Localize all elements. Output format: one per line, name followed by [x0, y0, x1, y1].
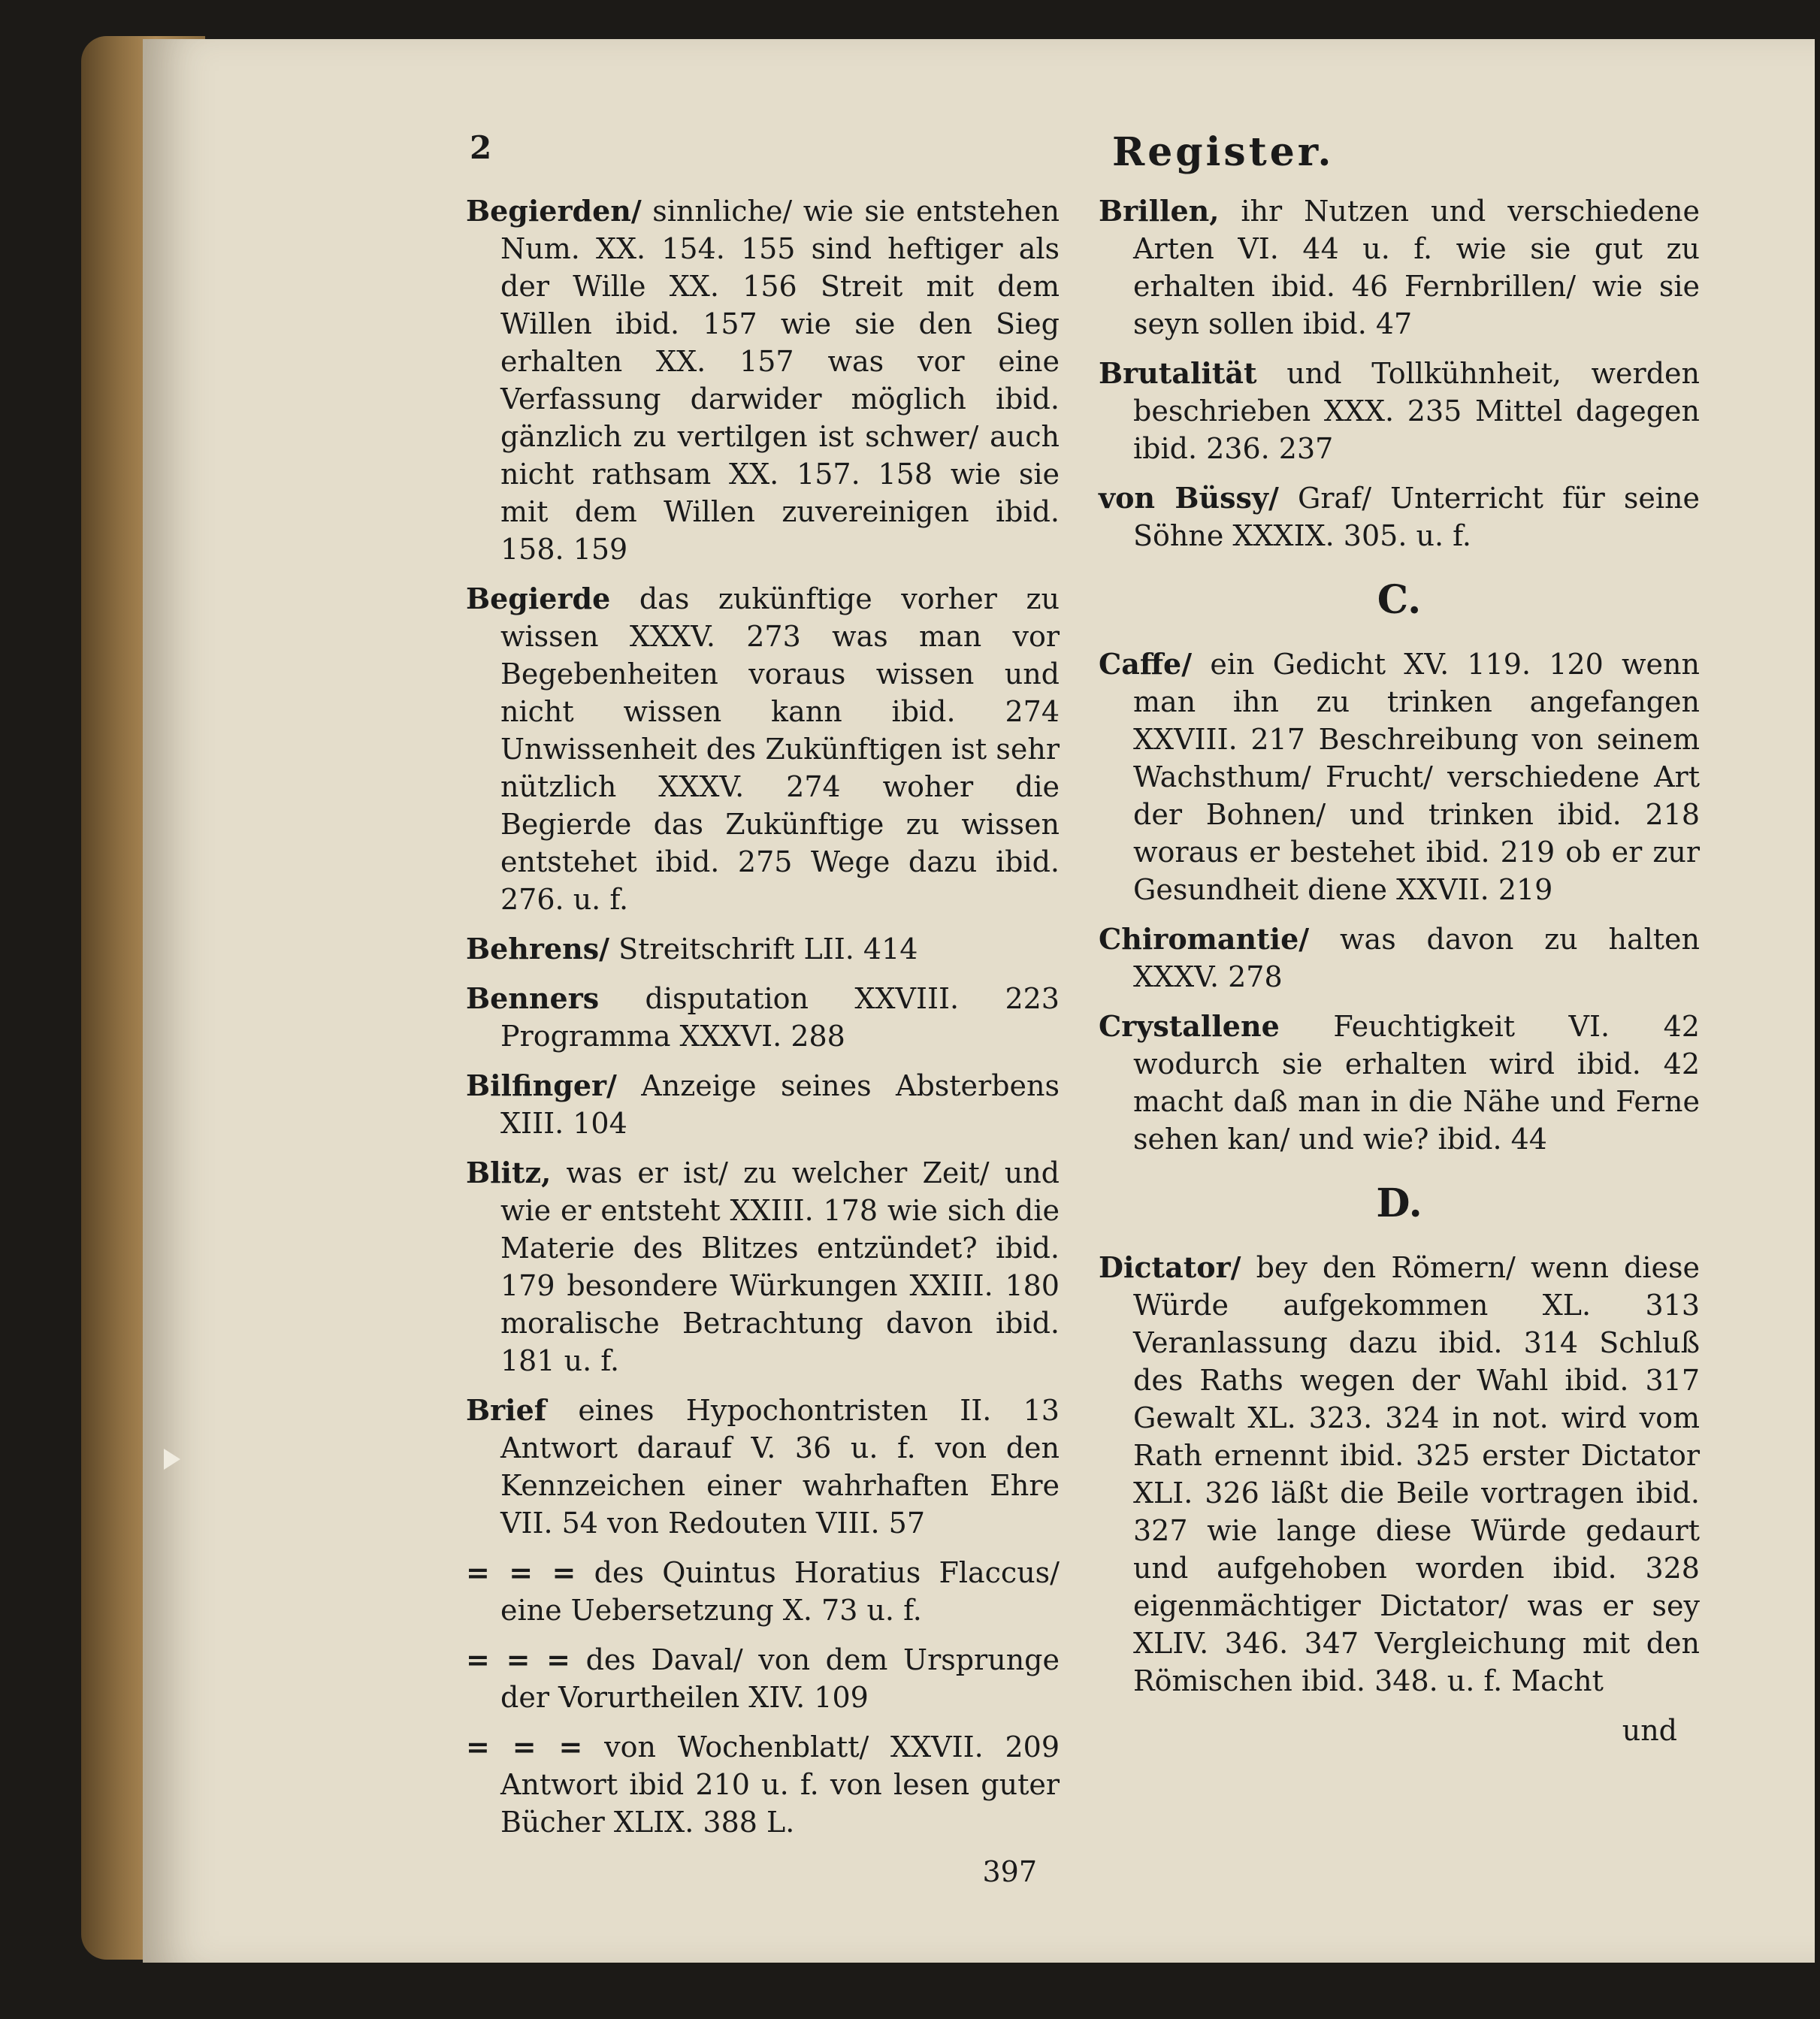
entry-head: Begierden/ [466, 194, 642, 228]
entry-text: disputation XXVIII. 223 Programma XXXVI. 288 [500, 982, 1060, 1053]
entry-head: Chiromantie/ [1099, 922, 1310, 956]
entry-head: Begierde [466, 582, 611, 615]
index-entry [1099, 1008, 1700, 1158]
index-entry [1099, 479, 1700, 555]
catchword: 397 [982, 1855, 1037, 1888]
index-entry [1099, 920, 1700, 996]
entry-text: des Daval/ von dem Ursprunge der Vorurtheilen XIV. 109 [500, 1643, 1060, 1714]
section-heading-c: C. [1377, 577, 1422, 623]
entry-head: von Büssy/ [1099, 481, 1279, 515]
entry-text: des Quintus Horatius Flaccus/ eine Uebersetzung X. 73 u. f. [500, 1556, 1060, 1627]
catchword: und [1622, 1714, 1677, 1747]
entry-head: Crystallene [1099, 1009, 1280, 1043]
index-entry [466, 930, 1060, 968]
margin-arrow-icon [164, 1449, 180, 1470]
section-heading-d: D. [1376, 1180, 1422, 1226]
page-number: 2 [470, 129, 492, 166]
entry-text: von Wochenblatt/ XXVII. 209 Antwort ibid 210 u. f. von lesen guter Bücher XLIX. 388 L. [500, 1730, 1060, 1839]
entry-head: Dictator/ [1099, 1250, 1241, 1284]
entry-text: und Tollkühnheit, werden beschrieben XXX. 235 Mittel dagegen ibid. 236. 237 [1133, 357, 1700, 465]
index-entry [466, 192, 1060, 568]
index-entry [1099, 355, 1700, 467]
index-entry [466, 980, 1060, 1055]
running-title: Register. [1112, 129, 1335, 175]
entry-text: Graf/ Unterricht für seine Söhne XXXIX. 305. u. f. [1133, 482, 1700, 552]
entry-head: Brutalität [1099, 356, 1257, 390]
index-entry [466, 1554, 1060, 1629]
index-entry [1099, 192, 1700, 343]
index-entry [466, 1728, 1060, 1841]
entry-text: eines Hypochontristen II. 13 Antwort darauf V. 36 u. f. von den Kennzeichen einer wahrhaften Ehre VII. 54 von Redouten VIII. 57 [500, 1394, 1060, 1540]
index-entry [466, 1067, 1060, 1142]
left-column [466, 192, 1060, 1891]
entry-head: Benners [466, 981, 600, 1015]
entry-text: Feuchtigkeit VI. 42 wodurch sie erhalten wird ibid. 42 macht daß man in die Nähe und Ferne sehen kan/ und wie? ibid. 44 [1133, 1010, 1700, 1156]
entry-text: ihr Nutzen und verschiedene Arten VI. 44 u. f. wie sie gut zu erhalten ibid. 46 Fernbrillen/ wie sie seyn sollen ibid. 47 [1133, 195, 1700, 340]
index-entry [466, 1154, 1060, 1380]
entry-text: das zukünftige vorher zu wissen XXXV. 273 was man vor Begebenheiten voraus wissen und nicht wissen kann ibid. 274 Unwissenheit des Zukünftigen ist sehr nützlich XXXV. 274 woher die Begierde das Zukünftige zu wissen entstehet ibid. 275 Wege dazu ibid. 276. u. f. [500, 582, 1060, 916]
entry-head: = = = [466, 1730, 583, 1764]
entry-text: bey den Römern/ wenn diese Würde aufgekommen XL. 313 Veranlassung dazu ibid. 314 Schluß des Raths wegen der Wahl ibid. 317 Gewalt XL. 323. 324 in not. wird vom Rath ernennt ibid. 325 erster Dictator XLI. 326 läßt die Beile vortragen ibid. 327 wie lange diese Würde gedaurt und aufgehoben worden ibid. 328 eigenmächtiger Dictator/ was er sey XLIV. 346. 347 Vergleichung mit den Römischen ibid. 348. u. f. Macht [1133, 1251, 1700, 1697]
entry-head: Brief [466, 1393, 547, 1427]
entry-head: Behrens/ [466, 932, 610, 966]
right-column [1099, 192, 1700, 1749]
entry-head: = = = [466, 1643, 570, 1676]
index-entry [466, 1392, 1060, 1542]
entry-head: Caffe/ [1099, 647, 1193, 681]
entry-text: Anzeige seines Absterbens XIII. 104 [500, 1069, 1060, 1140]
entry-text: sinnliche/ wie sie entstehen Num. XX. 154. 155 sind heftiger als der Wille XX. 156 Streit mit dem Willen ibid. 157 wie sie den Sieg erhalten XX. 157 was vor eine Verfassung darwider möglich ibid. gänzlich zu vertilgen ist schwer/ auch nicht rathsam XX. 157. 158 wie sie mit dem Willen zuvereinigen ibid. 158. 159 [500, 195, 1060, 566]
entry-head: = = = [466, 1555, 576, 1589]
index-entry [466, 580, 1060, 918]
entry-text: ein Gedicht XV. 119. 120 wenn man ihn zu trinken angefangen XXVIII. 217 Beschreibung von seinem Wachsthum/ Frucht/ verschiedene Art der Bohnen/ und trinken ibid. 218 woraus er bestehet ibid. 219 ob er zur Gesundheit diene XXVII. 219 [1133, 648, 1700, 906]
entry-text: was er ist/ zu welcher Zeit/ und wie er entsteht XXIII. 178 wie sich die Materie des Blitzes entzündet? ibid. 179 besondere Würkungen XXIII. 180 moralische Betrachtung davon ibid. 181 u. f. [500, 1156, 1060, 1377]
page-header [331, 129, 1706, 174]
index-entry [466, 1641, 1060, 1716]
entry-text: was davon zu halten XXXV. 278 [1133, 923, 1700, 993]
entry-head: Blitz, [466, 1156, 552, 1189]
index-entry [1099, 1249, 1700, 1700]
entry-head: Bilfinger/ [466, 1068, 617, 1102]
entry-text: Streitschrift LII. 414 [618, 932, 918, 966]
index-entry [1099, 645, 1700, 908]
entry-head: Brillen, [1099, 194, 1220, 228]
